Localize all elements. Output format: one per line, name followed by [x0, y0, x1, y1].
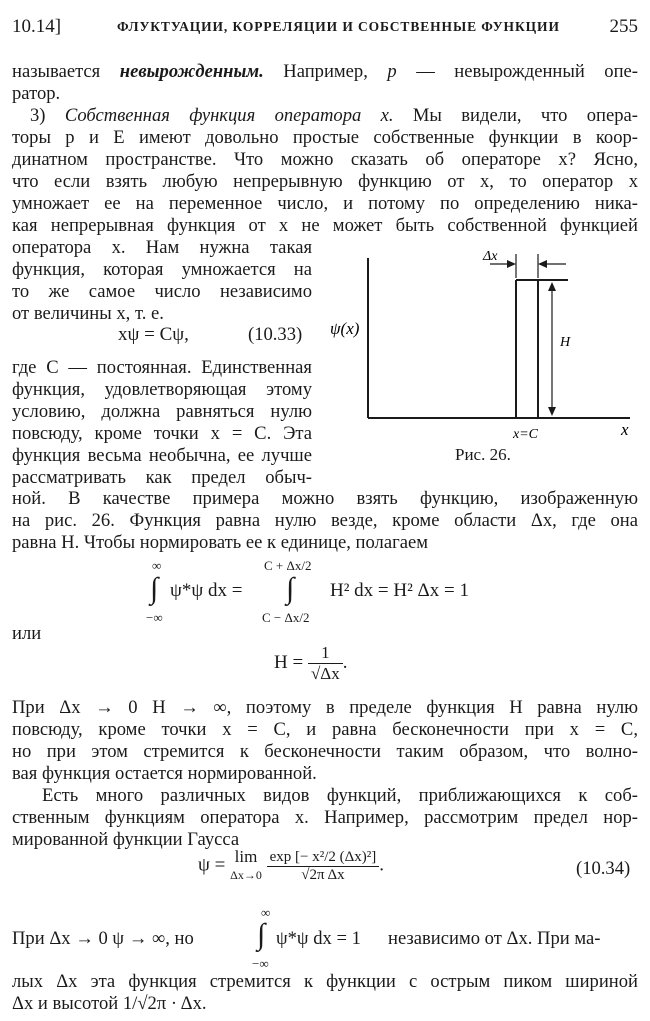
text-line: умножает ее на переменное число, и потому по определению ника-: [12, 193, 638, 214]
text-line: функция, которая умножается на: [12, 259, 312, 280]
page-header: [12, 16, 638, 42]
text-line: функция весьма необычна, ее лучше: [12, 445, 312, 466]
text-line: рассматривать как предел обыч-: [12, 467, 312, 488]
text-line: но при этом стремится к бесконечности таким образом, что волно-: [12, 741, 638, 762]
text-line: 3) Собственная функция оператора x. Мы видели, что опера-: [30, 105, 638, 126]
text-line: лых Δx эта функция стремится к функции с острым пиком шириной: [12, 971, 638, 992]
height-arrowhead-top: [548, 282, 556, 291]
text-line: или: [12, 623, 42, 644]
figure-caption: Рис. 26.: [455, 445, 511, 464]
text-line: динатном пространстве. Что можно сказать об операторе x? Ясно,: [12, 149, 638, 170]
text-line: ной. В качестве примера можно взять функцию, изображенную: [12, 488, 638, 509]
text-line: условию, должна равняться нулю: [12, 401, 312, 422]
equation-number: (10.34): [576, 858, 631, 879]
text-line: что если взять любую непрерывную функцию от x, то оператор x: [12, 171, 638, 192]
text-line: от величины x, т. е.: [12, 303, 164, 324]
step-function-plot: [330, 238, 640, 468]
text-line: где C — постоянная. Единственная: [12, 357, 312, 378]
delta-arrowhead-right: [538, 260, 547, 268]
text-line: оператора x. Нам нужна такая: [12, 237, 312, 258]
text-line: Есть много различных видов функций, приближающихся к соб-: [42, 785, 638, 806]
section-number: 10.14]: [12, 16, 62, 37]
text-line: функция, удовлетворяющая этому: [12, 379, 312, 400]
equation-10-34: ψ = lim Δx→0 $\frac{\text{exp [− x²/2 (Δx)²]}}{\text{√2π Δx}}$ .: [198, 847, 384, 883]
running-title: ФЛУКТУАЦИИ, КОРРЕЛЯЦИИ И СОБСТВЕННЫЕ ФУНКЦИИ: [117, 19, 560, 34]
H-equation: H = $\frac{1}{√\Delta x}$ .: [274, 643, 348, 683]
equation-10-33: xψ = Cψ,: [118, 324, 189, 345]
text-line: называется невырожденным. Например, p — невырожденный опе-: [12, 61, 638, 82]
point-label: x=C: [513, 427, 538, 442]
delta-x-label: Δx: [483, 249, 498, 264]
text-line: кая непрерывная функция от x не может быть собственной функцией: [12, 215, 638, 236]
y-axis-label: ψ(x): [330, 319, 360, 338]
text-line: Δx и высотой 1/√2π · Δx.: [12, 993, 207, 1014]
page-number: 255: [609, 16, 638, 37]
text-line: ственным функциям оператора x. Например, рассмотрим предел нор-: [12, 807, 638, 828]
height-label: H: [560, 335, 571, 350]
page: 10.14] ФЛУКТУАЦИИ, КОРРЕЛЯЦИИ И СОБСТВЕННЫЕ ФУНКЦИИ 255 называется невырожденным. Например, p — невырожденный опе- ратор. 3) Собственная функция оператора x. Мы видели, что опера- торы p и E имеют довольно простые собственные функции в коор- динатном пространстве. Что можно сказать об операторе x? Ясно, что если взять любую непрерывную функцию от x, то оператор x умножает ее на переменное число, и потому по определению ника- кая непрерывная функция от x не может быть собственной функцией оператора x. Нам нужна такая функция, которая умножается на то же самое число независимо от величины x, т. е. xψ = Cψ, (10.33) где C — постоянная. Единственная функция, удовлетворяющая этому условию, должна равняться нулю повсюду, кроме точки x = C. Эта функция весьма необычна, ее лучше рассматривать как предел обыч- ψ(x) x Δx H x=C Рис. 26. ной. В качестве примера можно взять функцию, изображенную на рис. 26. Функция равна нулю везде, кроме области Δx, где она равна H. Чтобы нормировать ее к единице, полагаем ∞ ∫ −∞ ψ*ψ dx = C + Δx/2 ∫ C − Δx/2 H² dx = H² Δx = 1 или H = $\frac{1}{√\Delta x}$ . При Δx → 0 H → ∞, поэтому в пределе функция H равна нулю повсюду, кроме точки x = C, и равна бесконечности при x = C, но при этом стремится к бесконечности таким образом, что волно- вая функция остается нормированной. Есть много различных видов функций, приближающихся к соб- ственным функциям оператора x. Например, рассмотрим предел нор- мированной функции Гаусса ψ = lim Δx→0 $\frac{\text{exp [− x²/2 (Δx)²]}}{\text{√2π Δx}}$ . (10.34) При Δx → 0 ψ → ∞, но ∞ ∫ −∞ ψ*ψ dx = 1 независимо от Δx. При ма- лых Δx эта функция стремится к функции с острым пиком шириной Δx и высотой 1/√2π · Δx.: [12, 16, 638, 1014]
equation-number: (10.33): [248, 324, 303, 345]
x-axis-label: x: [621, 420, 629, 439]
text-line: При Δx → 0 H → ∞, поэтому в пределе функция H равна нулю: [12, 697, 638, 718]
text-line: повсюду, кроме точки x = C. Эта: [12, 423, 312, 444]
text-line: торы p и E имеют довольно простые собственные функции в коор-: [12, 127, 638, 148]
text-line: мированной функции Гаусса: [12, 829, 240, 850]
figure-26: [330, 238, 640, 468]
text-line: равна H. Чтобы нормировать ее к единице, полагаем: [12, 532, 428, 553]
text-line: то же самое число независимо: [12, 281, 312, 302]
text-line: вая функция остается нормированной.: [12, 763, 317, 784]
text-line: ратор.: [12, 83, 61, 104]
height-arrowhead-bottom: [548, 407, 556, 416]
delta-arrowhead-left: [507, 260, 516, 268]
text-line: на рис. 26. Функция равна нулю везде, кроме области Δx, где она: [12, 510, 638, 531]
text-line: повсюду, кроме точки x = C, и равна бесконечности при x = C,: [12, 719, 638, 740]
